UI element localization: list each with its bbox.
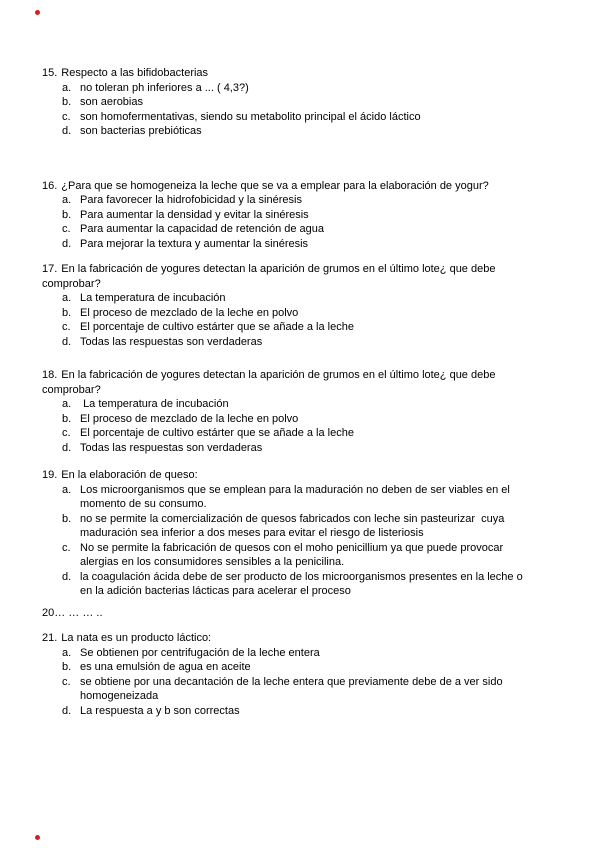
option-text: La temperatura de incubación xyxy=(80,292,226,304)
question-block-21 xyxy=(42,631,560,718)
option-row xyxy=(62,426,560,441)
question-heading xyxy=(42,262,534,291)
option-text: se obtiene por una decantación de la leche entera que previamente debe de a ver sido homogeneizada xyxy=(80,675,506,702)
option-letter: c. xyxy=(62,321,71,333)
option-row xyxy=(62,441,560,456)
question-block-17 xyxy=(42,262,560,349)
option-row xyxy=(62,110,560,125)
option-row xyxy=(62,291,560,306)
question-heading xyxy=(42,368,534,397)
option-letter: b. xyxy=(62,208,72,221)
red-marker-dot-top xyxy=(35,10,40,15)
red-marker-dot-bottom xyxy=(35,835,40,840)
option-row xyxy=(62,570,560,599)
question-text: En la elaboración de queso: xyxy=(61,469,198,481)
options-list xyxy=(42,193,560,251)
option-text: Todas las respuestas son verdaderas xyxy=(80,335,263,348)
option-row xyxy=(62,306,560,321)
option-text: no se permite la comercialización de quesos fabricados con leche sin pasteurizar cuya maduración sea inferior a dos meses para evitar el riesgo de listeriosis xyxy=(80,512,508,539)
option-letter: a. xyxy=(62,398,72,410)
option-letter: c. xyxy=(62,427,71,439)
option-text: son homofermentativas, siendo su metabolito principal el ácido láctico xyxy=(80,110,421,123)
option-text: El proceso de mezclado de la leche en polvo xyxy=(80,306,299,319)
question-text: La nata es un producto láctico: xyxy=(61,632,212,644)
option-row xyxy=(62,660,560,675)
option-text: la coagulación ácida debe de ser producto de los microorganismos presentes en la leche o en la adición bacterias lácticas para acelerar el proceso xyxy=(80,570,526,597)
option-row xyxy=(62,335,560,350)
option-text: Para mejorar la textura y aumentar la sinéresis xyxy=(80,237,309,250)
option-letter: c. xyxy=(62,541,71,554)
option-text: son bacterias prebióticas xyxy=(80,125,202,137)
question-block-18 xyxy=(42,368,560,455)
option-letter: c. xyxy=(62,675,71,688)
option-row xyxy=(62,193,560,208)
question-heading xyxy=(42,631,534,646)
question-heading xyxy=(42,179,534,194)
option-letter: a. xyxy=(62,646,72,659)
question-text: ¿Para que se homogeneiza la leche que se va a emplear para la elaboración de yogur? xyxy=(61,179,489,192)
option-row xyxy=(62,675,560,704)
option-letter: b. xyxy=(62,512,72,525)
option-row xyxy=(62,320,560,335)
question-20-placeholder: 20… … … .. xyxy=(42,606,103,619)
option-letter: b. xyxy=(62,306,72,319)
option-letter: a. xyxy=(62,292,72,304)
option-letter: c. xyxy=(62,110,71,123)
option-text: Para aumentar la capacidad de retención de agua xyxy=(80,223,325,235)
option-letter: d. xyxy=(62,570,72,583)
option-text: No se permite la fabricación de quesos con el moho penicillium ya que puede provocar alergias en los consumidores sensibles a la penicilina. xyxy=(80,541,507,568)
option-row xyxy=(62,222,560,237)
option-row xyxy=(62,704,560,719)
option-letter: d. xyxy=(62,125,72,137)
option-text: Se obtienen por centrifugación de la leche entera xyxy=(80,646,320,659)
option-row xyxy=(62,208,560,223)
option-text: no toleran ph inferiores a ... ( 4,3?) xyxy=(80,81,249,94)
option-row xyxy=(62,512,560,541)
option-text: Todas las respuestas son verdaderas xyxy=(80,441,263,454)
option-text: El porcentaje de cultivo estárter que se añade a la leche xyxy=(80,427,354,439)
option-letter: a. xyxy=(62,483,72,496)
question-number: 18. xyxy=(42,369,58,381)
question-heading xyxy=(42,66,534,81)
option-letter: c. xyxy=(62,223,71,235)
question-block-15 xyxy=(42,66,560,139)
option-row xyxy=(62,124,560,139)
option-row xyxy=(62,95,560,110)
option-row xyxy=(62,397,560,412)
option-text: La temperatura de incubación xyxy=(80,398,229,410)
option-text: Para aumentar la densidad y evitar la sinéresis xyxy=(80,208,309,221)
options-list xyxy=(42,397,560,455)
option-row xyxy=(62,237,560,252)
option-row xyxy=(62,81,560,96)
option-row xyxy=(62,541,560,570)
question-block-19 xyxy=(42,468,560,599)
question-number: 19. xyxy=(42,469,58,481)
question-heading xyxy=(42,468,534,483)
option-text: es una emulsión de agua en aceite xyxy=(80,661,251,673)
option-letter: d. xyxy=(62,704,72,717)
option-row xyxy=(62,412,560,427)
option-letter: b. xyxy=(62,661,72,673)
option-text: son aerobias xyxy=(80,96,143,108)
option-row xyxy=(62,483,560,512)
options-list xyxy=(42,291,560,349)
question-text: Respecto a las bifidobacterias xyxy=(61,67,209,79)
question-block-16 xyxy=(42,179,560,252)
option-letter: d. xyxy=(62,335,72,348)
option-text: Para favorecer la hidrofobicidad y la sinéresis xyxy=(80,194,302,206)
options-list xyxy=(42,81,560,139)
options-list xyxy=(42,483,560,599)
option-letter: d. xyxy=(62,441,72,454)
option-letter: a. xyxy=(62,81,72,94)
option-row xyxy=(62,646,560,661)
option-text: El porcentaje de cultivo estárter que se añade a la leche xyxy=(80,321,354,333)
option-text: Los microorganismos que se emplean para la maduración no deben de ser viables en el momento de su consumo. xyxy=(80,483,513,510)
question-number: 16. xyxy=(42,179,58,192)
option-letter: b. xyxy=(62,96,72,108)
option-text: El proceso de mezclado de la leche en polvo xyxy=(80,412,299,425)
option-letter: b. xyxy=(62,412,72,425)
question-number: 21. xyxy=(42,632,58,644)
option-letter: a. xyxy=(62,194,72,206)
question-text: En la fabricación de yogures detectan la aparición de grumos en el último lote¿ que debe comprobar? xyxy=(42,263,499,290)
option-text: La respuesta a y b son correctas xyxy=(80,704,240,717)
question-number: 17. xyxy=(42,263,58,275)
options-list xyxy=(42,646,560,719)
question-text: En la fabricación de yogures detectan la aparición de grumos en el último lote¿ que debe comprobar? xyxy=(42,369,499,396)
question-number: 15. xyxy=(42,67,58,79)
option-letter: d. xyxy=(62,237,72,250)
